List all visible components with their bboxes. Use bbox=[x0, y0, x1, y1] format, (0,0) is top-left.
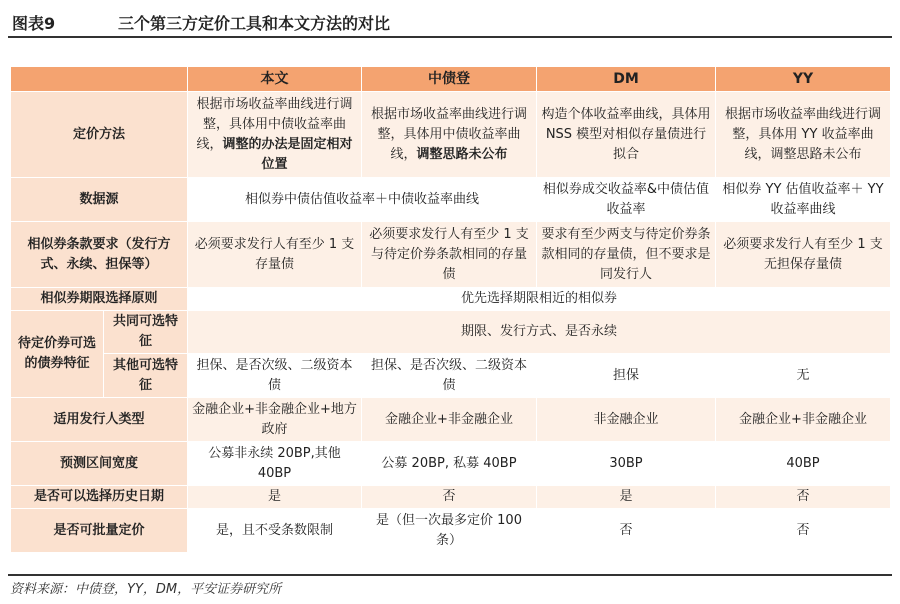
header-dm: DM bbox=[537, 67, 716, 92]
comparison-table bbox=[10, 66, 891, 553]
cell-width-benwen: 公募非永续 20BP,其他 40BP bbox=[188, 442, 362, 486]
cell-width-dm: 30BP bbox=[537, 442, 716, 486]
row-label: 适用发行人类型 bbox=[11, 398, 188, 442]
source-text: 资料来源：中债登，YY，DM，平安证券研究所 bbox=[10, 582, 282, 597]
table-row-maturity bbox=[11, 288, 891, 311]
table-row-pricing bbox=[11, 92, 891, 178]
cell-history-benwen: 是 bbox=[188, 486, 362, 509]
cell-batch-benwen: 是，且不受条数限制 bbox=[188, 509, 362, 553]
row-sublabel: 共同可选特征 bbox=[104, 311, 188, 354]
row-label: 数据源 bbox=[11, 178, 188, 222]
table-row-terms bbox=[11, 222, 891, 288]
cell-width-zhongzhaideng: 公募 20BP, 私募 40BP bbox=[362, 442, 537, 486]
cell-width-yy: 40BP bbox=[716, 442, 891, 486]
cell-history-dm: 是 bbox=[537, 486, 716, 509]
cell-text: 根据市场收益率曲线进行调整，具体用中债收益率曲线， bbox=[196, 96, 353, 152]
row-label: 是否可以选择历史日期 bbox=[11, 486, 188, 509]
cell-maturity-all: 优先选择期限相近的相似券 bbox=[188, 288, 891, 311]
cell-issuer-zhongzhaideng: 金融企业+非金融企业 bbox=[362, 398, 537, 442]
cell-terms-benwen: 必须要求发行人有至少 1 支存量债 bbox=[188, 222, 362, 288]
row-label: 预测区间宽度 bbox=[11, 442, 188, 486]
cell-history-zhongzhaideng: 否 bbox=[362, 486, 537, 509]
cell-pricing-zhongzhaideng bbox=[362, 92, 537, 178]
figure-title: 三个第三方定价工具和本文方法的对比 bbox=[118, 14, 391, 33]
row-sublabel: 其他可选特征 bbox=[104, 354, 188, 398]
cell-pricing-benwen bbox=[188, 92, 362, 178]
cell-terms-yy: 必须要求发行人有至少 1 支无担保存量债 bbox=[716, 222, 891, 288]
cell-bold-text: 调整的办法是固定相对位置 bbox=[222, 136, 353, 172]
cell-pricing-yy: 根据市场收益率曲线进行调整，具体用 YY 收益率曲线，调整思路未公布 bbox=[716, 92, 891, 178]
cell-batch-zhongzhaideng: 是（但一次最多定价 100 条） bbox=[362, 509, 537, 553]
cell-batch-dm: 否 bbox=[537, 509, 716, 553]
cell-datasource-benwen-zhongzhaideng: 相似券中债估值收益率＋中债收益率曲线 bbox=[188, 178, 537, 222]
cell-pricing-dm: 构造个体收益率曲线，具体用 NSS 模型对相似存量债进行拟合 bbox=[537, 92, 716, 178]
cell-features-other-dm: 担保 bbox=[537, 354, 716, 398]
source-note bbox=[8, 574, 892, 596]
row-label: 相似券条款要求（发行方式、永续、担保等） bbox=[11, 222, 188, 288]
cell-batch-yy: 否 bbox=[716, 509, 891, 553]
cell-issuer-dm: 非金融企业 bbox=[537, 398, 716, 442]
cell-text: 根据市场收益率曲线进行调整，具体用中债收益率曲线， bbox=[370, 106, 527, 162]
cell-terms-dm: 要求有至少两支与待定价券条款相同的存量债，但不要求是同发行人 bbox=[537, 222, 716, 288]
cell-features-other-yy: 无 bbox=[716, 354, 891, 398]
cell-bold-text: 调整思路未公布 bbox=[416, 146, 508, 162]
table-row-issuer bbox=[11, 398, 891, 442]
cell-features-other-zhongzhaideng: 担保、是否次级、二级资本债 bbox=[362, 354, 537, 398]
table-row-datasource bbox=[11, 178, 891, 222]
table-row-batch bbox=[11, 509, 891, 553]
table-row-width bbox=[11, 442, 891, 486]
header-corner bbox=[11, 67, 188, 92]
header-zhongzhaideng: 中债登 bbox=[362, 67, 537, 92]
cell-features-common-all: 期限、发行方式、是否永续 bbox=[188, 311, 891, 354]
table-row-history bbox=[11, 486, 891, 509]
cell-terms-zhongzhaideng: 必须要求发行人有至少 1 支与待定价券条款相同的存量债 bbox=[362, 222, 537, 288]
table-row-features-common bbox=[11, 311, 891, 354]
row-group-label: 待定价券可选的债券特征 bbox=[11, 311, 104, 398]
cell-datasource-yy: 相似券 YY 估值收益率＋ YY 收益率曲线 bbox=[716, 178, 891, 222]
table-row-features-other bbox=[11, 354, 891, 398]
cell-features-other-benwen: 担保、是否次级、二级资本债 bbox=[188, 354, 362, 398]
row-label: 是否可批量定价 bbox=[11, 509, 188, 553]
header-yy: YY bbox=[716, 67, 891, 92]
row-label: 定价方法 bbox=[11, 92, 188, 178]
row-label: 相似券期限选择原则 bbox=[11, 288, 188, 311]
header-benwen: 本文 bbox=[188, 67, 362, 92]
figure-label: 图表9 bbox=[12, 14, 56, 33]
figure-header bbox=[8, 6, 892, 38]
cell-issuer-benwen: 金融企业+非金融企业+地方政府 bbox=[188, 398, 362, 442]
table-header-row bbox=[11, 67, 891, 92]
cell-history-yy: 否 bbox=[716, 486, 891, 509]
cell-datasource-dm: 相似券成交收益率&中债估值收益率 bbox=[537, 178, 716, 222]
cell-issuer-yy: 金融企业+非金融企业 bbox=[716, 398, 891, 442]
